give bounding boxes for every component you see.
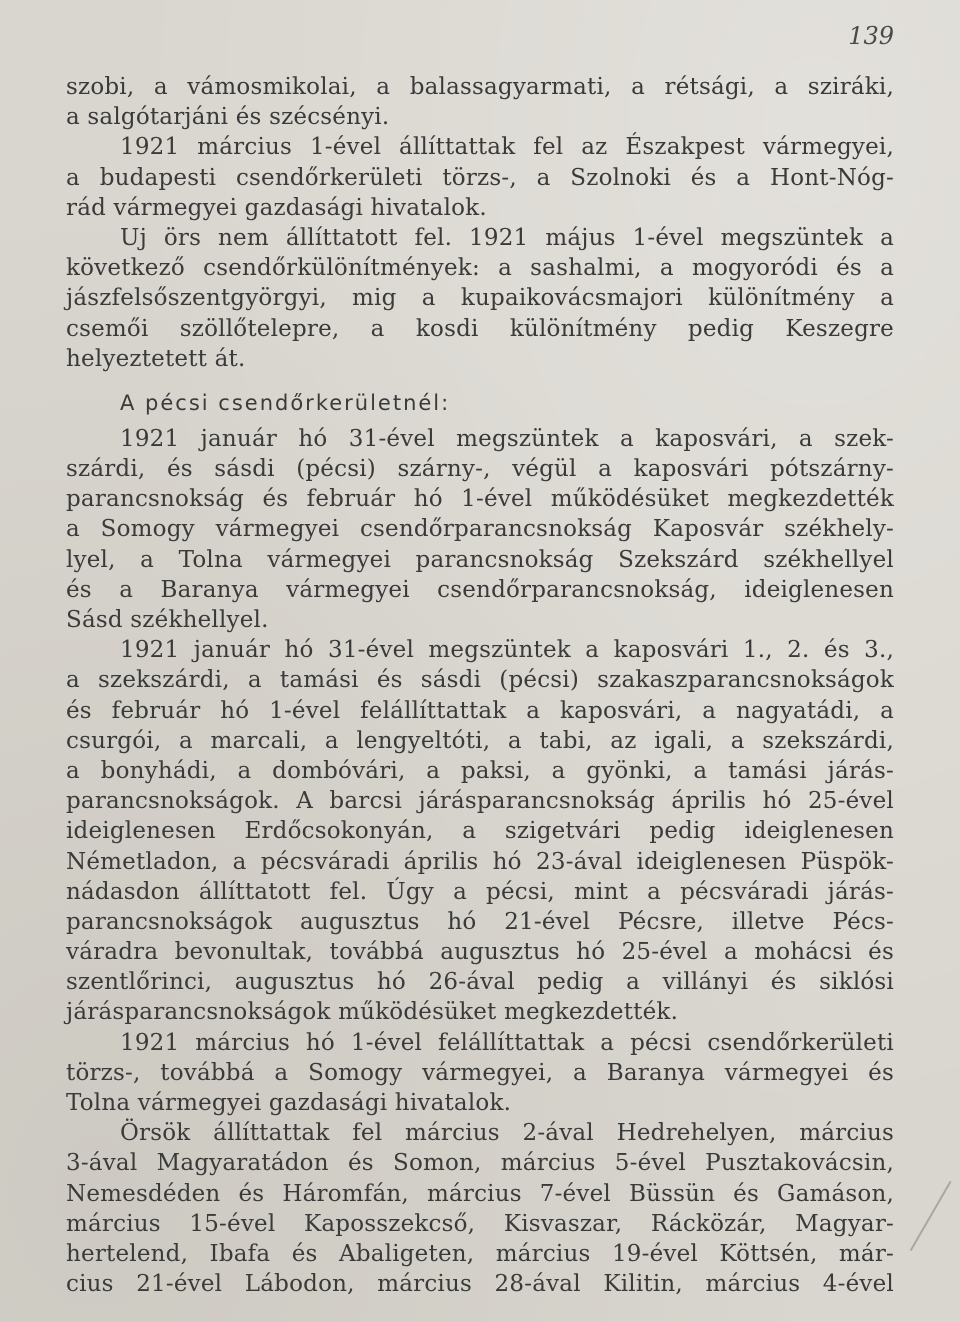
page-corner-fold xyxy=(910,1181,960,1263)
text-line: helyeztetett át. xyxy=(66,345,246,372)
text-line: a salgótarjáni és szécsényi. xyxy=(66,104,390,131)
text-line: Nemesdéden és Háromfán, március 7-ével Büssün és Gamáson, xyxy=(66,1180,894,1207)
text-line: nádasdon állíttatott fel. Úgy a pécsi, mint a pécsváradi járás- xyxy=(66,878,894,905)
text-line: 3-ával Magyaratádon és Somon, március 5-ével Pusztakovácsin, xyxy=(66,1150,894,1177)
text-line: Uj örs nem állíttatott fel. 1921 május 1-ével megszüntek a xyxy=(120,224,894,251)
text-line: Tolna vármegyei gazdasági hivatalok. xyxy=(66,1090,512,1116)
text-line: parancsnokságok augusztus hó 21-ével Pécsre, illetve Pécs- xyxy=(66,908,894,935)
text-line: a budapesti csendőrkerületi törzs-, a Szolnoki és a Hont-Nóg- xyxy=(66,164,894,191)
text-line: Sásd székhellyel. xyxy=(66,607,269,633)
text-line: és február hó 1-ével felállíttattak a kaposvári, a nagyatádi, a xyxy=(66,697,894,724)
page-number: 139 xyxy=(848,22,894,50)
text-line: csurgói, a marcali, a lengyeltóti, a tabi, az igali, a szekszárdi, xyxy=(66,727,894,754)
text-line: március 15-ével Kaposszekcső, Kisvaszar, Rácközár, Magyar- xyxy=(66,1210,894,1237)
text-line: 1921 január hó 31-ével megszüntek a kaposvári 1., 2. és 3., xyxy=(120,637,894,664)
text-line: és a Baranya vármegyei csendőrparancsnokság, ideiglenesen xyxy=(66,576,894,603)
text-line: 1921 január hó 31-ével megszüntek a kaposvári, a szek- xyxy=(120,425,894,452)
text-line: csemői szöllőtelepre, a kosdi különítmény pedig Keszegre xyxy=(66,315,894,342)
section-heading: A pécsi csendőrkerületnél: xyxy=(120,390,451,415)
text-line: szentlőrinci, augusztus hó 26-ával pedig a villányi és siklósi xyxy=(66,969,894,996)
text-line: Németladon, a pécsváradi április hó 23-ával ideiglenesen Püspök- xyxy=(66,848,894,875)
text-line: jászfelsőszentgyörgyi, mig a kupaikovácsmajori különítmény a xyxy=(66,285,894,312)
text-line: ideiglenesen Erdőcsokonyán, a szigetvári pedig ideiglenesen xyxy=(66,818,894,845)
text-line: váradra bevonultak, továbbá augusztus hó 25-ével a mohácsi és xyxy=(66,939,894,966)
text-line: következő csendőrkülönítmények: a sashalmi, a mogyoródi és a xyxy=(66,255,894,282)
text-line: 1921 március hó 1-ével felállíttattak a pécsi csendőrkerületi xyxy=(120,1029,894,1056)
text-line: a szekszárdi, a tamási és sásdi (pécsi) szakaszparancsnokságok xyxy=(66,667,894,694)
text-line: törzs-, továbbá a Somogy vármegyei, a Baranya vármegyei és xyxy=(66,1059,894,1086)
text-line: cius 21-ével Lábodon, március 28-ával Kilitin, március 4-ével xyxy=(66,1271,894,1298)
text-line: rád vármegyei gazdasági hivatalok. xyxy=(66,194,487,221)
text-line: hertelend, Ibafa és Abaligeten, március 19-ével Köttsén, már- xyxy=(66,1240,894,1267)
body-text xyxy=(66,72,894,1299)
text-line: szárdi, és sásdi (pécsi) szárny-, végül a kaposvári pótszárny- xyxy=(66,456,894,483)
text-line: a bonyhádi, a dombóvári, a paksi, a gyönki, a tamási járás- xyxy=(66,757,894,784)
text-line: járásparancsnokságok működésüket megkezdették. xyxy=(66,999,679,1026)
text-line: a Somogy vármegyei csendőrparancsnokság Kaposvár székhely- xyxy=(66,516,894,543)
text-line: parancsnokságok. A barcsi járásparancsnokság április hó 25-ével xyxy=(66,788,894,815)
text-line: lyel, a Tolna vármegyei parancsnokság Szekszárd székhellyel xyxy=(66,546,894,573)
text-line: parancsnokság és február hó 1-ével működésüket megkezdették xyxy=(66,486,894,513)
text-line: 1921 március 1-ével állíttattak fel az Északpest vármegyei, xyxy=(120,134,894,161)
text-line: Örsök állíttattak fel március 2-ával Hedrehelyen, március xyxy=(120,1120,894,1147)
text-line: szobi, a vámosmikolai, a balassagyarmati, a rétsági, a sziráki, xyxy=(66,74,894,100)
